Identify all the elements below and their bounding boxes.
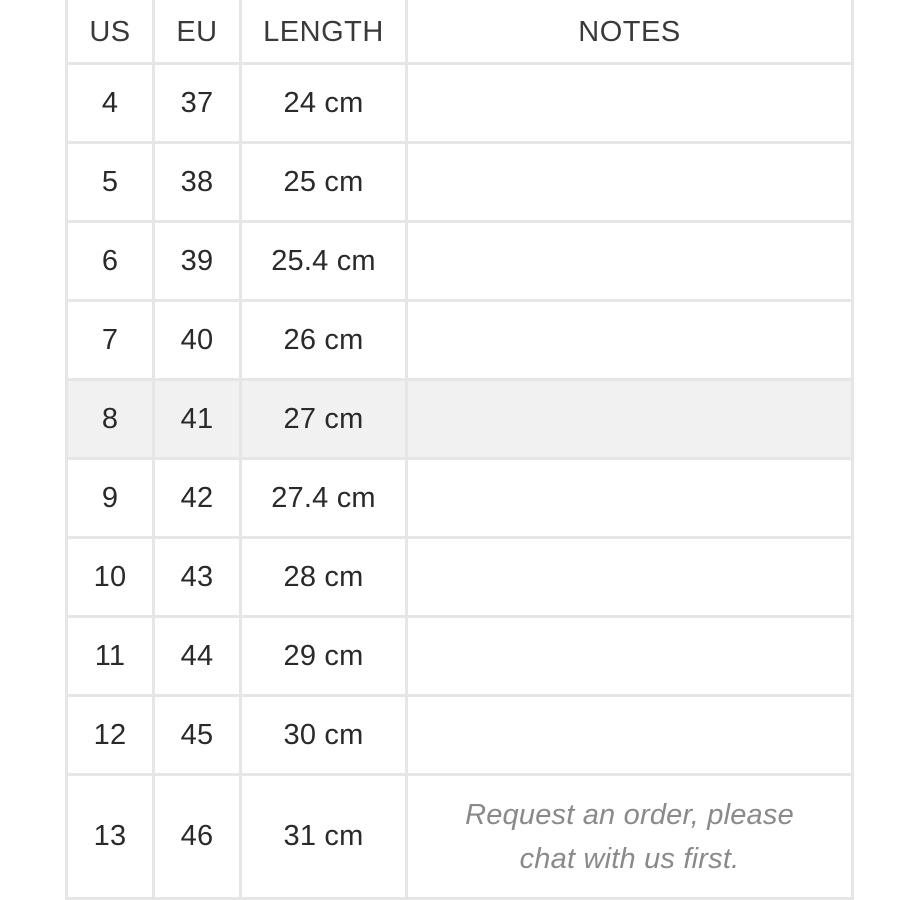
- cell-notes: [407, 617, 853, 696]
- table-row: [67, 222, 853, 301]
- cell-us: 6: [67, 222, 154, 301]
- table-row: [67, 459, 853, 538]
- cell-notes: [407, 143, 853, 222]
- cell-eu: 44: [154, 617, 241, 696]
- table-row-highlighted: [67, 380, 853, 459]
- cell-us: 4: [67, 64, 154, 143]
- table-row: [67, 64, 853, 143]
- cell-length: 25 cm: [241, 143, 407, 222]
- cell-length: 25.4 cm: [241, 222, 407, 301]
- cell-us: 10: [67, 538, 154, 617]
- cell-us: 8: [67, 380, 154, 459]
- cell-notes: [407, 380, 853, 459]
- cell-us: 13: [67, 775, 154, 899]
- cell-eu: 43: [154, 538, 241, 617]
- header-notes: NOTES: [407, 0, 853, 64]
- cell-eu: 40: [154, 301, 241, 380]
- cell-notes: [407, 222, 853, 301]
- cell-eu: 45: [154, 696, 241, 775]
- table-row: [67, 696, 853, 775]
- cell-length: 30 cm: [241, 696, 407, 775]
- table-row: [67, 775, 853, 899]
- header-row: [67, 0, 853, 64]
- cell-length: 26 cm: [241, 301, 407, 380]
- cell-notes: [407, 301, 853, 380]
- cell-length: 27 cm: [241, 380, 407, 459]
- cell-notes: [407, 459, 853, 538]
- table-row: [67, 301, 853, 380]
- table-row: [67, 143, 853, 222]
- cell-eu: 41: [154, 380, 241, 459]
- table-row: [67, 617, 853, 696]
- header-us: US: [67, 0, 154, 64]
- cell-us: 7: [67, 301, 154, 380]
- cell-us: 11: [67, 617, 154, 696]
- cell-length: 29 cm: [241, 617, 407, 696]
- cell-us: 9: [67, 459, 154, 538]
- cell-length: 31 cm: [241, 775, 407, 899]
- size-chart-body: [67, 64, 853, 899]
- cell-notes: [407, 696, 853, 775]
- cell-notes: [407, 64, 853, 143]
- table-row: [67, 538, 853, 617]
- size-chart-table: [65, 0, 854, 900]
- cell-eu: 46: [154, 775, 241, 899]
- cell-length: 24 cm: [241, 64, 407, 143]
- header-eu: EU: [154, 0, 241, 64]
- cell-eu: 37: [154, 64, 241, 143]
- size-chart-header: [67, 0, 853, 64]
- cell-length: 27.4 cm: [241, 459, 407, 538]
- cell-length: 28 cm: [241, 538, 407, 617]
- order-request-note: Request an order, please chat with us first.: [465, 798, 794, 875]
- cell-notes: [407, 775, 853, 899]
- cell-us: 5: [67, 143, 154, 222]
- cell-us: 12: [67, 696, 154, 775]
- cell-eu: 42: [154, 459, 241, 538]
- header-length: LENGTH: [241, 0, 407, 64]
- cell-eu: 39: [154, 222, 241, 301]
- cell-notes: [407, 538, 853, 617]
- cell-eu: 38: [154, 143, 241, 222]
